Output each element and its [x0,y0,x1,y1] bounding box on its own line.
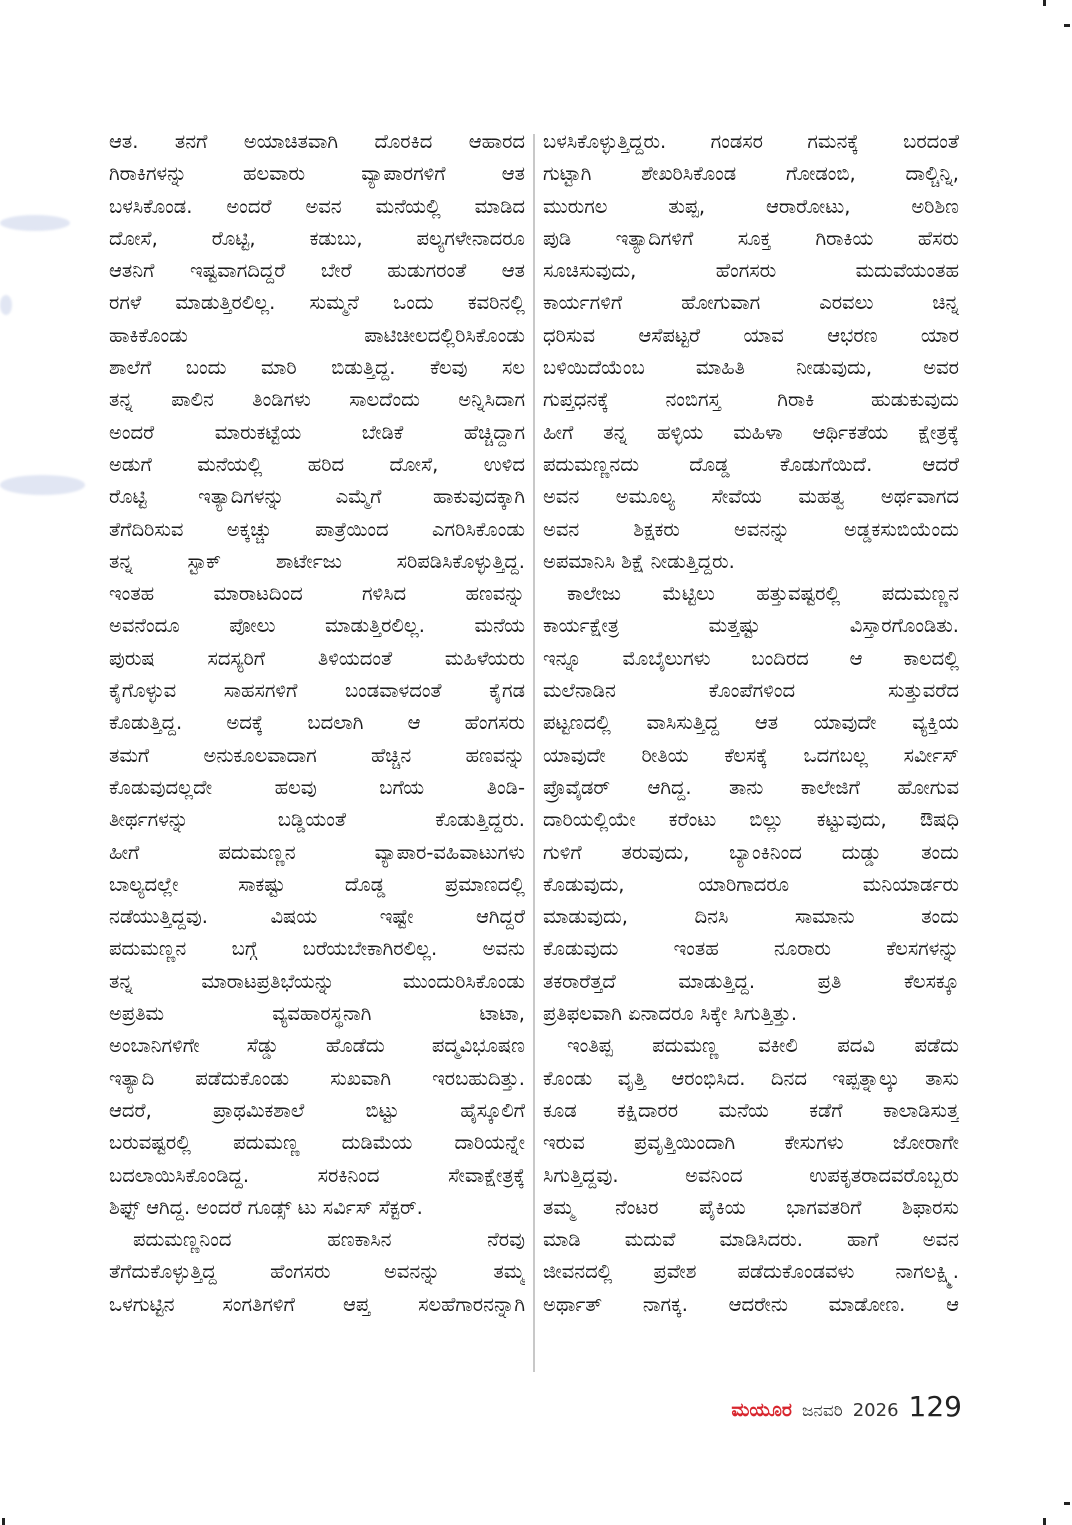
text-line: ಕೂಡ ಕಕ್ಷಿದಾರರ ಮನೆಯ ಕಡೆಗೆ ಕಾಲಾಡಿಸುತ್ತ [543,1098,959,1122]
text-line: ಆದರೆ, ಪ್ರಾಥಮಿಕಶಾಲೆ ಬಿಟ್ಟು ಹೈಸ್ಕೂಲಿಗೆ [109,1098,525,1122]
text-line: ತನ್ನ ಪಾಲಿನ ತಿಂಡಿಗಳು ಸಾಲದೆಂದು ಅನ್ನಿಸಿದಾಗ [109,388,525,412]
text-line: ಹೀಗೆ ಪದುಮಣ್ಣನ ವ್ಯಾಪಾರ-ವಹಿವಾಟುಗಳು [109,840,525,864]
issue-month: ಜನವರಿ [801,1401,843,1421]
crop-mark [1043,1518,1046,1525]
text-line: ಗಿರಾಕಿಗಳನ್ನು ಹಲವಾರು ವ್ಯಾಪಾರಗಳಿಗೆ ಆತ [109,162,525,186]
text-line: ಅಪಮಾನಿಸಿ ಶಿಕ್ಷೆ ನೀಡುತ್ತಿದ್ದರು. [543,549,735,573]
text-line: ಬಳಿಯಿದೆಯೆಂಬ ಮಾಹಿತಿ ನೀಡುವುದು, ಅವರ [543,356,959,380]
text-line: ಅರ್ಥಾತ್ ನಾಗಕ್ಕ. ಆದರೇನು ಮಾಡೋಣ. ಆ [543,1292,959,1316]
text-line: ಗುಳಿಗೆ ತರುವುದು, ಬ್ಯಾಂಕಿನಿಂದ ದುಡ್ಡು ತಂದು [543,840,959,864]
text-line: ಇನ್ನೂ ಮೊಬೈಲುಗಳು ಬಂದಿರದ ಆ ಕಾಲದಲ್ಲಿ [543,646,959,670]
text-line: ಇಂತಹ ಮಾರಾಟದಿಂದ ಗಳಿಸಿದ ಹಣವನ್ನು [109,582,525,606]
text-line: ಅಡುಗೆ ಮನೆಯಲ್ಲಿ ಹರಿದ ದೋಸೆ, ಉಳಿದ [109,452,525,476]
text-line: ಕಾರ್ಯಕ್ಷೇತ್ರ ಮತ್ತಷ್ಟು ವಿಸ್ತಾರಗೊಂಡಿತು. [543,614,959,638]
text-line: ಕೊಡುವುದಲ್ಲದೇ ಹಲವು ಬಗೆಯ ತಿಂಡಿ- [109,775,525,799]
background-smudge [0,215,70,231]
text-line: ಧರಿಸುವ ಆಸೆಪಟ್ಟರೆ ಯಾವ ಆಭರಣ ಯಾರ [543,323,959,347]
text-line: ಪದುಮಣ್ಣನದು ದೊಡ್ಡ ಕೊಡುಗೆಯಿದೆ. ಆದರೆ [543,452,959,476]
background-smudge [0,295,12,315]
text-line: ಮಾಡಿ ಮದುವೆ ಮಾಡಿಸಿದರು. ಹಾಗೆ ಅವನ [543,1228,959,1252]
text-line: ತೀರ್ಥಗಳನ್ನು ಬಡ್ಡಿಯಂತೆ ಕೊಡುತ್ತಿದ್ದರು. [109,808,525,832]
page-footer [731,1390,962,1423]
text-line: ಜೀವನದಲ್ಲಿ ಪ್ರವೇಶ ಪಡೆದುಕೊಂಡವಳು ನಾಗಲಕ್ಷ್ಮಿ. [543,1260,959,1284]
text-line: ಸಿಗುತ್ತಿದ್ದವು. ಅವನಿಂದ ಉಪಕೃತರಾದವರೊಬ್ಬರು [543,1163,959,1187]
crop-mark [1043,0,1046,6]
text-line: ಅವನೆಂದೂ ಪೋಲು ಮಾಡುತ್ತಿರಲಿಲ್ಲ. ಮನೆಯ [109,614,525,638]
text-line: ಬಾಲ್ಯದಲ್ಲೇ ಸಾಕಷ್ಟು ದೊಡ್ಡ ಪ್ರಮಾಣದಲ್ಲಿ [109,872,525,896]
text-line: ಇರುವ ಪ್ರವೃತ್ತಿಯಿಂದಾಗಿ ಕೇಸುಗಳು ಜೋರಾಗೇ [543,1131,959,1155]
text-line: ತಮ್ಮ ನೆಂಟರ ಪೈಕಿಯ ಭಾಗವತರಿಗೆ ಶಿಫಾರಸು [543,1195,959,1219]
article-column-right [543,126,959,1321]
text-line: ಹೀಗೆ ತನ್ನ ಹಳ್ಳಿಯ ಮಹಿಳಾ ಆರ್ಥಿಕತೆಯ ಕ್ಷೇತ್ರಕ್ಕೆ [543,420,959,444]
text-line: ಮಾಡುವುದು, ದಿನಸಿ ಸಾಮಾನು ತಂದು [543,905,959,929]
text-line: ಪಟ್ಟಣದಲ್ಲಿ ವಾಸಿಸುತ್ತಿದ್ದ ಆತ ಯಾವುದೇ ವ್ಯಕ್ತಿಯ [543,711,959,735]
text-line: ರೊಟ್ಟಿ ಇತ್ಯಾದಿಗಳನ್ನು ಎಮ್ಮೆಗೆ ಹಾಕುವುದಕ್ಕಾಗಿ [109,485,525,509]
magazine-logo: ಮಯೂರ [731,1399,792,1421]
text-line: ಕೊಂಡು ವೃತ್ತಿ ಆರಂಭಿಸಿದ. ದಿನದ ಇಪ್ಪತ್ನಾಲ್ಕು ತಾಸು [543,1066,959,1090]
text-line: ಕಾಲೇಜು ಮೆಟ್ಟಿಲು ಹತ್ತುವಷ್ಟರಲ್ಲಿ ಪದುಮಣ್ಣನ [567,582,959,606]
text-line: ದಾರಿಯಲ್ಲಿಯೇ ಕರೆಂಟು ಬಿಲ್ಲು ಕಟ್ಟುವುದು, ಔಷಧಿ [543,808,959,832]
text-line: ಪದುಮಣ್ಣನ ಬಗ್ಗೆ ಬರೆಯಬೇಕಾಗಿರಲಿಲ್ಲ. ಅವನು [109,937,525,961]
text-line: ದೋಸೆ, ರೊಟ್ಟಿ, ಕಡುಬು, ಪಲ್ಯಗಳೇನಾದರೂ [109,226,525,250]
text-line: ಪ್ರತಿಫಲವಾಗಿ ಏನಾದರೂ ಸಿಕ್ಕೇ ಸಿಗುತ್ತಿತ್ತು. [543,1002,798,1026]
text-line: ಪುಡಿ ಇತ್ಯಾದಿಗಳಿಗೆ ಸೂಕ್ತ ಗಿರಾಕಿಯ ಹೆಸರು [543,226,959,250]
text-line: ಆತ. ತನಗೆ ಅಯಾಚಿತವಾಗಿ ದೊರಕಿದ ಆಹಾರದ [109,130,525,153]
text-line: ತನ್ನ ಮಾರಾಟಪ್ರತಿಭೆಯನ್ನು ಮುಂದುರಿಸಿಕೊಂಡು [109,969,525,993]
text-line: ಅವನ ಶಿಕ್ಷಕರು ಅವನನ್ನು ಅಡ್ಡಕಸುಬಿಯೆಂದು [543,517,959,541]
text-line: ಕಾರ್ಯಗಳಿಗೆ ಹೋಗುವಾಗ ಎರವಲು ಚಿನ್ನ [543,291,959,315]
text-line: ತಕರಾರೆತ್ತದೆ ಮಾಡುತ್ತಿದ್ದ. ಪ್ರತಿ ಕೆಲಸಕ್ಕೂ [543,969,959,993]
text-line: ಬಳಸಿಕೊಳ್ಳುತ್ತಿದ್ದರು. ಗಂಡಸರ ಗಮನಕ್ಕೆ ಬರದಂತೆ [543,130,959,153]
text-line: ಶಾಲೆಗೆ ಬಂದು ಮಾರಿ ಬಿಡುತ್ತಿದ್ದ. ಕೆಲವು ಸಲ [109,356,525,380]
text-line: ತೆಗೆದುಕೊಳ್ಳುತ್ತಿದ್ದ ಹೆಂಗಸರು ಅವನನ್ನು ತಮ್ಮ [109,1260,525,1284]
text-line: ರಗಳೆ ಮಾಡುತ್ತಿರಲಿಲ್ಲ. ಸುಮ್ಮನೆ ಒಂದು ಕವರಿನಲ್ಲಿ [109,291,525,315]
text-line: ಮಲೆನಾಡಿನ ಕೊಂಪೆಗಳಿಂದ ಸುತ್ತುವರೆದ [543,679,959,703]
text-line: ಗುಪ್ತಧನಕ್ಕೆ ನಂಬಿಗಸ್ತ ಗಿರಾಕಿ ಹುಡುಕುವುದು [543,388,959,412]
text-line: ತನ್ನ ಸ್ಟಾಕ್ ಶಾರ್ಟೇಜು ಸರಿಪಡಿಸಿಕೊಳ್ಳುತ್ತಿದ್ದ. [109,549,525,573]
crop-mark [1064,24,1070,27]
article-column-left [109,126,525,1321]
text-line: ಪದುಮಣ್ಣನಿಂದ ಹಣಕಾಸಿನ ನೆರವು [133,1228,525,1252]
text-line: ಕೈಗೊಳ್ಳುವ ಸಾಹಸಗಳಿಗೆ ಬಂಡವಾಳದಂತೆ ಕೈಗಡ [109,679,525,703]
text-line: ನಡೆಯುತ್ತಿದ್ದವು. ವಿಷಯ ಇಷ್ಟೇ ಆಗಿದ್ದರೆ [109,905,525,929]
text-line: ಸೂಚಿಸುವುದು, ಹೆಂಗಸರು ಮದುವೆಯಂತಹ [543,259,959,283]
text-line: ಗುಟ್ಟಾಗಿ ಶೇಖರಿಸಿಕೊಂಡ ಗೋಡಂಬಿ, ದಾಲ್ಚಿನ್ನಿ, [543,162,959,186]
page-number: 129 [908,1390,962,1423]
text-line: ಬಳಸಿಕೊಂಡ. ಅಂದರೆ ಅವನ ಮನೆಯಲ್ಲಿ ಮಾಡಿದ [109,194,525,218]
issue-year: 2026 [852,1400,899,1421]
text-line: ಯಾವುದೇ ರೀತಿಯ ಕೆಲಸಕ್ಕೆ ಒದಗಬಲ್ಲ ಸರ್ವೀಸ್ [543,743,959,767]
text-line: ಶಿಫ್ಟ್ ಆಗಿದ್ದ. ಅಂದರೆ ಗೂಡ್ಸ್ ಟು ಸರ್ವಿಸ್ ಸೆಕ್ಟರ್. [109,1195,423,1219]
text-line: ಆತನಿಗೆ ಇಷ್ಟವಾಗದಿದ್ದರೆ ಬೇರೆ ಹುಡುಗರಂತೆ ಆತ [109,259,525,283]
text-line: ಬರುವಷ್ಟರಲ್ಲಿ ಪದುಮಣ್ಣ ದುಡಿಮೆಯ ದಾರಿಯನ್ನೇ [109,1131,525,1155]
text-line: ತೆಗೆದಿರಿಸುವ ಅಕ್ಕಚ್ಚು ಪಾತ್ರೆಯಿಂದ ಎಗರಿಸಿಕೊಂಡು [109,517,525,541]
crop-mark [1064,1502,1070,1505]
text-line: ಪ್ರೊವೈಡರ್ ಆಗಿದ್ದ. ತಾನು ಕಾಲೇಜಿಗೆ ಹೋಗುವ [543,775,959,799]
text-line: ಒಳಗುಟ್ಟಿನ ಸಂಗತಿಗಳಿಗೆ ಆಪ್ತ ಸಲಹೆಗಾರನನ್ನಾಗಿ [109,1292,525,1316]
text-line: ಕೊಡುವುದು, ಯಾರಿಗಾದರೂ ಮನಿಯಾರ್ಡರು [543,872,959,896]
text-line: ಬದಲಾಯಿಸಿಕೊಂಡಿದ್ದ. ಸರಕಿನಿಂದ ಸೇವಾಕ್ಷೇತ್ರಕ್ಕೆ [109,1163,525,1187]
text-line: ಇಂತಿಪ್ಪ ಪದುಮಣ್ಣ ವಕೀಲಿ ಪದವಿ ಪಡೆದು [567,1034,959,1058]
text-line: ಅವನ ಅಮೂಲ್ಯ ಸೇವೆಯ ಮಹತ್ವ ಅರ್ಥವಾಗದ [543,485,959,509]
text-line: ಕೊಡುವುದು ಇಂತಹ ನೂರಾರು ಕೆಲಸಗಳನ್ನು [543,937,959,961]
text-line: ತಮಗೆ ಅನುಕೂಲವಾದಾಗ ಹೆಚ್ಚಿನ ಹಣವನ್ನು [109,743,525,767]
column-divider [533,134,535,1372]
background-smudge [0,475,85,495]
text-line: ಮುರುಗಲ ತುಪ್ಪ, ಆರಾರೋಟು, ಅರಿಶಿಣ [543,194,959,218]
text-line: ಪುರುಷ ಸದಸ್ಯರಿಗೆ ತಿಳಿಯದಂತೆ ಮಹಿಳೆಯರು [109,646,525,670]
text-line: ಇತ್ಯಾದಿ ಪಡೆದುಕೊಂಡು ಸುಖವಾಗಿ ಇರಬಹುದಿತ್ತು. [109,1066,525,1090]
text-line: ಹಾಕಿಕೊಂಡು ಪಾಟಿಚೀಲದಲ್ಲಿರಿಸಿಕೊಂಡು [109,323,525,347]
text-line: ಕೊಡುತ್ತಿದ್ದ. ಅದಕ್ಕೆ ಬದಲಾಗಿ ಆ ಹೆಂಗಸರು [109,711,525,735]
crop-mark [2,1518,5,1525]
text-line: ಅಂಬಾನಿಗಳಿಗೇ ಸೆಡ್ಡು ಹೊಡೆದು ಪದ್ಮವಿಭೂಷಣ [109,1034,525,1058]
text-line: ಅಪ್ರತಿಮ ವ್ಯವಹಾರಸ್ಥನಾಗಿ ಟಾಟಾ, [109,1002,525,1026]
text-line: ಅಂದರೆ ಮಾರುಕಟ್ಟೆಯ ಬೇಡಿಕೆ ಹೆಚ್ಚಿದ್ದಾಗ [109,420,525,444]
